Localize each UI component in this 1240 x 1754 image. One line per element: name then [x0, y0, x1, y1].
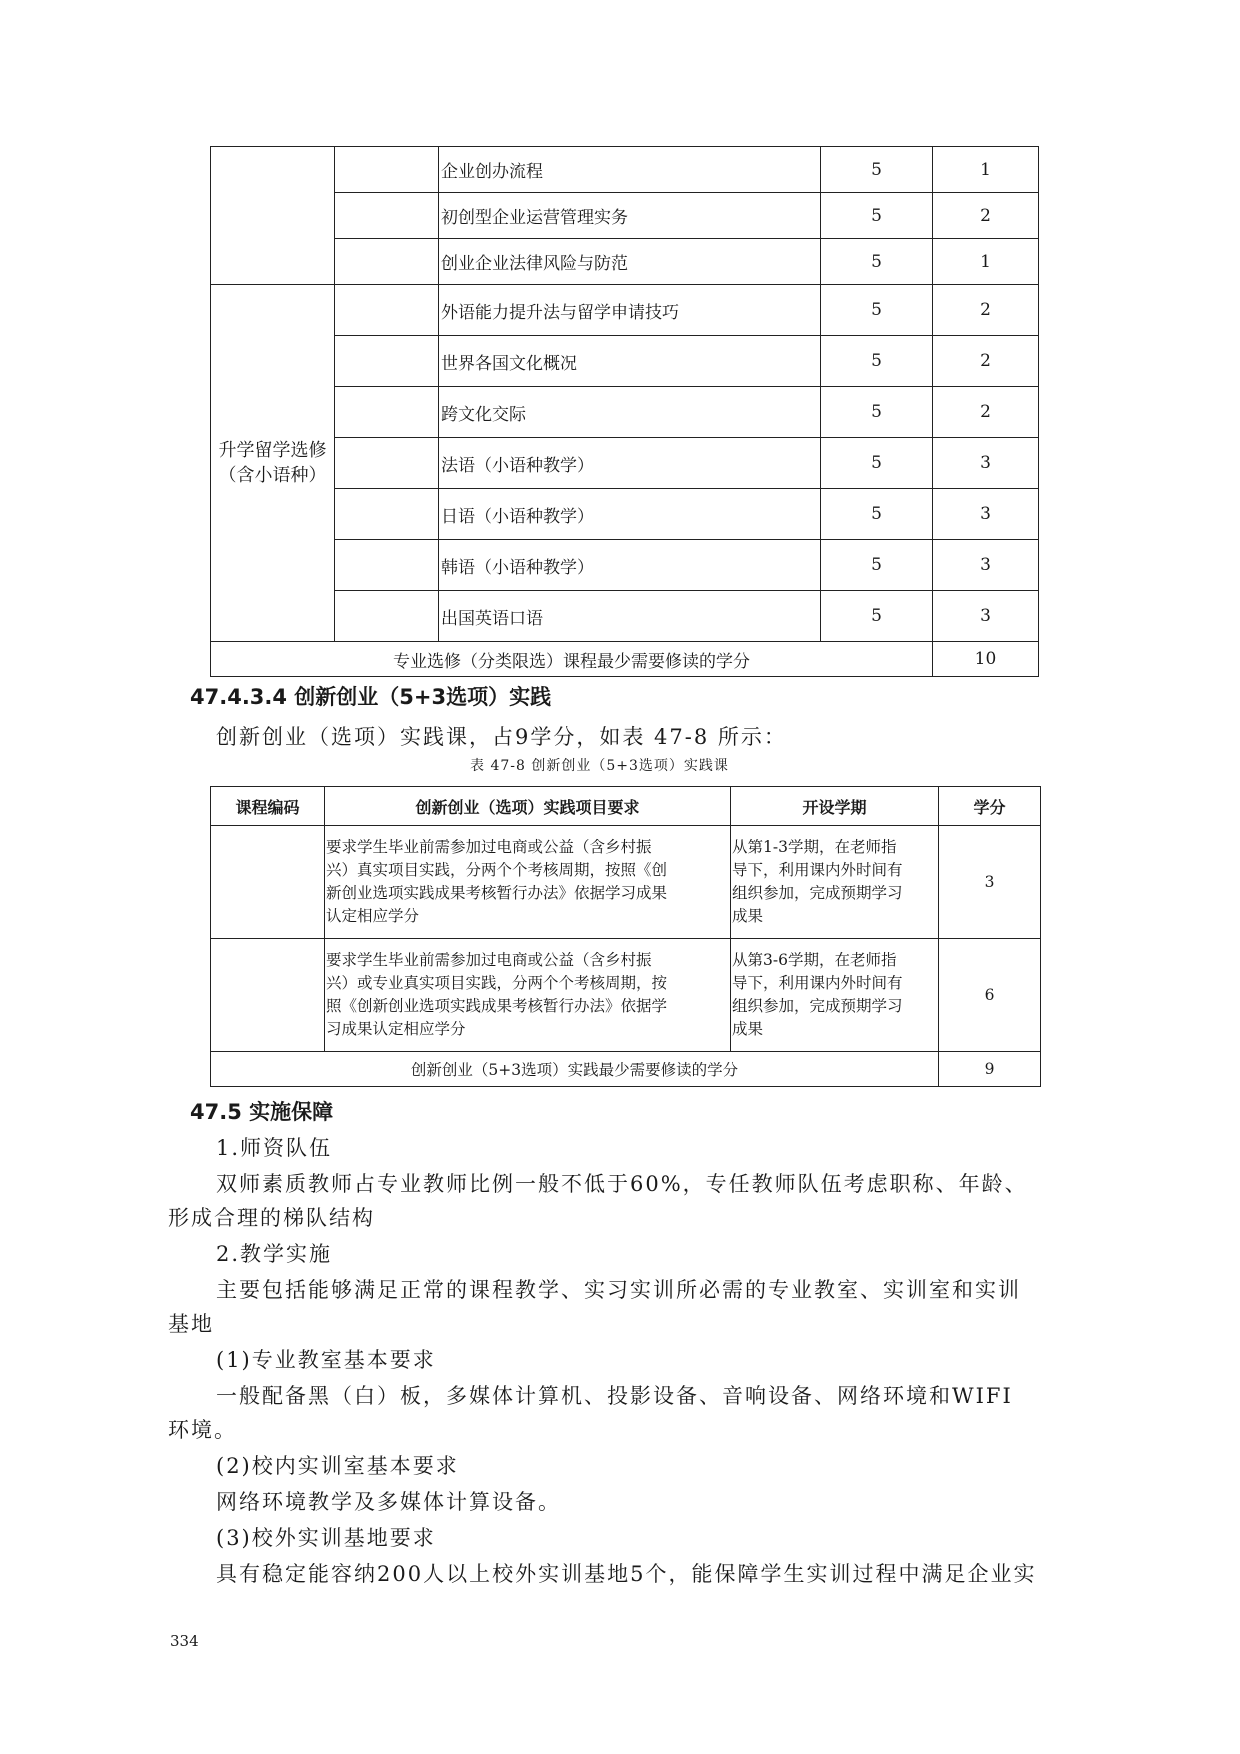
- table-caption: 表 47-8 创新创业（5+3选项）实践课: [470, 758, 729, 774]
- header-code: 课程编码: [211, 787, 325, 826]
- section-heading: 47.5 实施保障: [190, 1100, 334, 1124]
- table-row: [211, 336, 1039, 387]
- subheading: (3)校外实训基地要求: [216, 1526, 436, 1550]
- group-label-line2: （含小语种）: [218, 465, 327, 486]
- credit-cell: 6: [939, 939, 1041, 1052]
- paragraph: 形成合理的梯队结构: [168, 1206, 375, 1230]
- course-hours: 5: [821, 438, 933, 489]
- code-cell: [211, 939, 325, 1052]
- course-credit: 1: [933, 147, 1039, 193]
- code-cell: [335, 239, 439, 285]
- course-credit: 3: [933, 591, 1039, 642]
- code-cell: [335, 438, 439, 489]
- text-line: 认定相应学分: [326, 907, 420, 925]
- text-line: 新创业选项实践成果考核暂行办法》依据学习成果: [326, 884, 668, 902]
- course-name: 初创型企业运营管理实务: [439, 193, 821, 239]
- paragraph: 一般配备黑（白）板，多媒体计算机、投影设备、音响设备、网络环境和WIFI: [216, 1384, 1013, 1408]
- table-row: [211, 147, 1039, 193]
- course-name: 日语（小语种教学）: [439, 489, 821, 540]
- course-hours: 5: [821, 489, 933, 540]
- code-cell: [335, 193, 439, 239]
- paragraph: 网络环境教学及多媒体计算设备。: [216, 1490, 561, 1514]
- table-row: [211, 239, 1039, 285]
- course-name: 企业创办流程: [439, 147, 821, 193]
- section-heading: 47.4.3.4 创新创业（5+3选项）实践: [190, 685, 552, 709]
- group-cell-empty: [211, 147, 335, 285]
- text-line: 兴）真实项目实践，分两个个考核周期，按照《创: [326, 861, 668, 879]
- course-hours: 5: [821, 540, 933, 591]
- course-credit: 3: [933, 489, 1039, 540]
- text-line: 照《创新创业选项实践成果考核暂行办法》依据学: [326, 997, 668, 1015]
- group-cell: [211, 285, 335, 642]
- course-name: 跨文化交际: [439, 387, 821, 438]
- course-hours: 5: [821, 147, 933, 193]
- course-credit: 1: [933, 239, 1039, 285]
- paragraph: 基地: [168, 1312, 214, 1336]
- paragraph: 双师素质教师占专业教师比例一般不低于60%，专任教师队伍考虑职称、年龄、: [216, 1172, 1028, 1196]
- course-credit: 3: [933, 438, 1039, 489]
- text-line: 兴）或专业真实项目实践，分两个个考核周期，按: [326, 974, 668, 992]
- requirement-cell: [325, 826, 731, 939]
- course-hours: 5: [821, 387, 933, 438]
- code-cell: [335, 147, 439, 193]
- text-line: 组织参加，完成预期学习: [732, 997, 903, 1015]
- header-term: 开设学期: [731, 787, 939, 826]
- page-number: 334: [170, 1632, 199, 1650]
- code-cell: [335, 387, 439, 438]
- course-credit: 2: [933, 387, 1039, 438]
- course-name: 出国英语口语: [439, 591, 821, 642]
- text-line: 组织参加，完成预期学习: [732, 884, 903, 902]
- header-requirement: 创新创业（选项）实践项目要求: [325, 787, 731, 826]
- code-cell: [335, 336, 439, 387]
- subheading: (1)专业教室基本要求: [216, 1348, 436, 1372]
- text-line: 要求学生毕业前需参加过电商或公益（含乡村振: [326, 951, 652, 969]
- table-total-row: [211, 1052, 1041, 1087]
- subheading: (2)校内实训室基本要求: [216, 1454, 459, 1478]
- table-row: [211, 939, 1041, 1052]
- term-cell: [731, 939, 939, 1052]
- course-credit: 3: [933, 540, 1039, 591]
- text-line: 成果: [732, 907, 764, 925]
- table-row: [211, 489, 1039, 540]
- table-row: [211, 540, 1039, 591]
- table-row: [211, 438, 1039, 489]
- credit-cell: 3: [939, 826, 1041, 939]
- course-credit: 2: [933, 336, 1039, 387]
- text-line: 习成果认定相应学分: [326, 1020, 466, 1038]
- innovation-practice-table: [210, 786, 1041, 1087]
- table-row: [211, 285, 1039, 336]
- requirement-cell: [325, 939, 731, 1052]
- text-line: 从第1-3学期，在老师指: [732, 838, 897, 856]
- code-cell: [335, 591, 439, 642]
- table-row: [211, 826, 1041, 939]
- text-line: 导下，利用课内外时间有: [732, 974, 903, 992]
- table-row: [211, 591, 1039, 642]
- course-name: 世界各国文化概况: [439, 336, 821, 387]
- text-line: 成果: [732, 1020, 764, 1038]
- code-cell: [335, 489, 439, 540]
- course-credit: 2: [933, 285, 1039, 336]
- course-name: 外语能力提升法与留学申请技巧: [439, 285, 821, 336]
- total-value: 9: [939, 1052, 1041, 1087]
- course-hours: 5: [821, 193, 933, 239]
- course-name: 韩语（小语种教学）: [439, 540, 821, 591]
- course-name: 创业企业法律风险与防范: [439, 239, 821, 285]
- subheading: 2.教学实施: [216, 1242, 333, 1266]
- course-hours: 5: [821, 591, 933, 642]
- total-label: 专业选修（分类限选）课程最少需要修读的学分: [211, 642, 933, 677]
- table-total-row: [211, 642, 1039, 677]
- paragraph: 具有稳定能容纳200人以上校外实训基地5个，能保障学生实训过程中满足企业实: [216, 1562, 1037, 1586]
- table-header-row: [211, 787, 1041, 826]
- paragraph: 主要包括能够满足正常的课程教学、实习实训所必需的专业教室、实训室和实训: [216, 1278, 1021, 1302]
- header-credit: 学分: [939, 787, 1041, 826]
- paragraph: 环境。: [168, 1418, 237, 1442]
- course-hours: 5: [821, 285, 933, 336]
- total-label: 创新创业（5+3选项）实践最少需要修读的学分: [211, 1052, 939, 1087]
- table-row: [211, 193, 1039, 239]
- code-cell: [335, 540, 439, 591]
- course-hours: 5: [821, 239, 933, 285]
- elective-course-table: [210, 146, 1039, 677]
- code-cell: [211, 826, 325, 939]
- code-cell: [335, 285, 439, 336]
- course-name: 法语（小语种教学）: [439, 438, 821, 489]
- term-cell: [731, 826, 939, 939]
- text-line: 要求学生毕业前需参加过电商或公益（含乡村振: [326, 838, 652, 856]
- table-row: [211, 387, 1039, 438]
- course-hours: 5: [821, 336, 933, 387]
- section-intro: 创新创业（选项）实践课，占9学分，如表 47-8 所示：: [216, 725, 787, 749]
- course-credit: 2: [933, 193, 1039, 239]
- text-line: 从第3-6学期，在老师指: [732, 951, 897, 969]
- group-label-line1: 升学留学选修: [218, 440, 327, 461]
- text-line: 导下，利用课内外时间有: [732, 861, 903, 879]
- total-value: 10: [933, 642, 1039, 677]
- subheading: 1.师资队伍: [216, 1136, 333, 1160]
